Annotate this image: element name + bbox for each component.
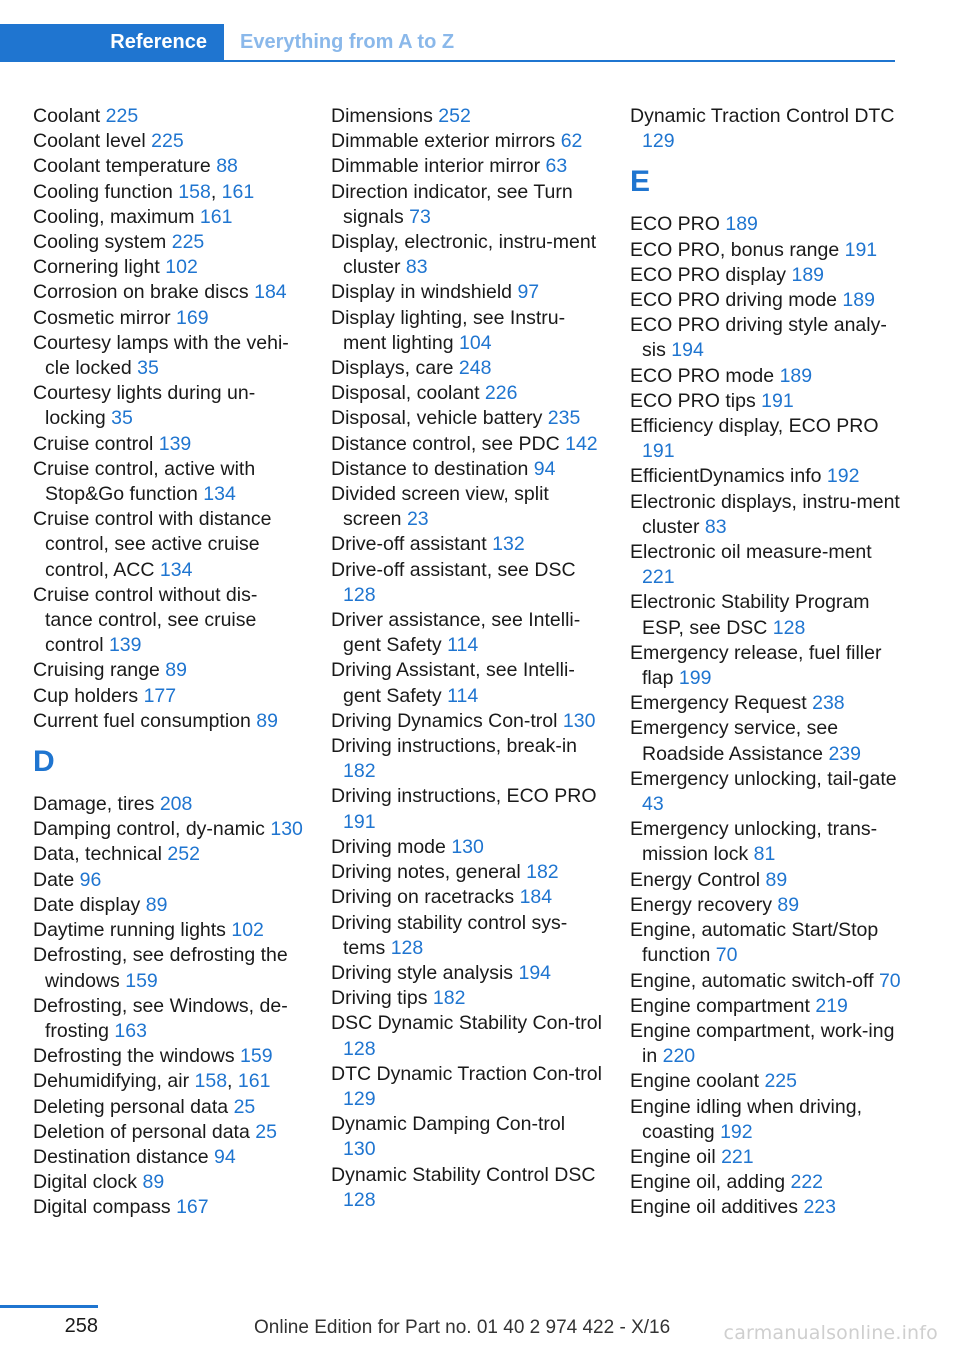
index-term: Driving Dynamics Con‐trol: [331, 709, 558, 732]
index-entry: [630, 691, 902, 716]
page-link[interactable]: 97: [517, 281, 540, 304]
index-term: Cup holders: [33, 684, 139, 707]
page-link[interactable]: 70: [878, 969, 901, 992]
index-term: Driving notes, general: [331, 861, 521, 884]
index-entry: [331, 381, 603, 406]
index-term: Engine oil additives: [630, 1196, 799, 1219]
index-entry: [33, 306, 305, 331]
page-link[interactable]: 208: [159, 793, 193, 816]
index-term: Coolant level: [33, 130, 146, 153]
index-term: Cooling function: [33, 180, 173, 203]
index-entry: [331, 608, 603, 658]
index-entry: [331, 860, 603, 885]
page-link[interactable]: 142: [565, 432, 598, 455]
index-entry: [630, 716, 902, 766]
index-term: Electronic oil measure‐ment: [630, 541, 872, 564]
index-term: Engine compartment: [630, 994, 810, 1017]
index-entry: [331, 154, 603, 179]
page-link[interactable]: 158: [178, 180, 211, 203]
page-link[interactable]: 35: [137, 357, 159, 380]
index-entry: [331, 784, 603, 834]
index-entry: [630, 104, 902, 154]
index-term: ECO PRO driving mode: [630, 289, 837, 312]
header-divider: [0, 60, 895, 62]
index-term: Driving stability control sys‐tems: [331, 911, 568, 959]
index-term: Engine compartment, work‐ing in: [630, 1019, 895, 1068]
index-entry: [33, 280, 305, 305]
index-term: ECO PRO mode: [630, 364, 775, 387]
index-entry: [630, 540, 902, 590]
index-entry: [630, 263, 902, 288]
page-link[interactable]: 226: [484, 382, 518, 405]
index-entry: [33, 1170, 305, 1195]
index-term: Energy Control: [630, 868, 761, 891]
index-entry: [630, 1069, 902, 1094]
index-entry: [33, 1095, 305, 1120]
page-link[interactable]: 130: [451, 835, 484, 858]
index-term: Data, technical: [33, 843, 162, 866]
page-link[interactable]: 114: [447, 684, 479, 707]
tab-reference[interactable]: Reference: [0, 24, 224, 61]
page-link[interactable]: 35: [111, 407, 133, 430]
index-entry: [331, 129, 603, 154]
page-link[interactable]: 199: [678, 667, 712, 690]
index-entry: [33, 583, 305, 659]
index-term: Dynamic Stability Control DSC: [331, 1163, 596, 1186]
index-entry: [33, 230, 305, 255]
index-term: Display, electronic, instru‐ment cluster: [331, 231, 597, 279]
page-link[interactable]: 130: [270, 818, 303, 841]
index-entry: [33, 709, 305, 734]
index-term: Direction indicator, see Turn signals: [331, 180, 573, 228]
page-link[interactable]: 102: [231, 919, 264, 942]
tab-everything-a-to-z[interactable]: Everything from A to Z: [240, 31, 455, 53]
index-entry: [630, 590, 902, 640]
page-link[interactable]: 128: [343, 583, 376, 606]
index-term: Displays, care: [331, 357, 454, 380]
page-link[interactable]: 94: [533, 457, 556, 480]
index-entry: [630, 313, 902, 363]
index-term: Disposal, vehicle battery: [331, 407, 543, 430]
index-term: Cornering light: [33, 256, 160, 279]
index-entry: [33, 1044, 305, 1069]
page-link[interactable]: 182: [432, 987, 466, 1010]
index-term: Damping control, dy‐namic: [33, 818, 265, 841]
index-entry: [331, 230, 603, 280]
index-entry: [630, 1195, 902, 1220]
index-term: Engine coolant: [630, 1070, 760, 1093]
index-entry: [630, 994, 902, 1019]
index-term: Cruising range: [33, 659, 160, 682]
index-term: EfficientDynamics info: [630, 465, 822, 488]
index-term: Electronic Stability Program ESP, see DSC: [630, 591, 870, 639]
index-entry: [33, 792, 305, 817]
index-term: Emergency service, see Roadside Assistance: [630, 717, 839, 765]
page-link[interactable]: 128: [390, 936, 424, 959]
index-term: DTC Dynamic Traction Con‐trol: [331, 1062, 602, 1085]
index-entry: [630, 288, 902, 313]
index-term: Corrosion on brake discs: [33, 281, 249, 304]
page-link[interactable]: 194: [671, 339, 704, 362]
index-term: Emergency Request: [630, 692, 807, 715]
index-entry: [331, 532, 603, 557]
index-entry: [331, 457, 603, 482]
index-term: Display in windshield: [331, 281, 513, 304]
index-term: ECO PRO tips: [630, 389, 756, 412]
page-link[interactable]: 219: [815, 994, 848, 1017]
index-column-2: [331, 104, 603, 1213]
index-entry: [331, 432, 603, 457]
page-link[interactable]: 192: [826, 465, 860, 488]
index-entry: [331, 406, 603, 431]
index-term: Dimensions: [331, 105, 433, 127]
index-entry: [331, 734, 603, 784]
index-entry: [33, 255, 305, 280]
index-term: Dimmable exterior mirrors: [331, 130, 556, 153]
index-term: Energy recovery: [630, 893, 772, 916]
index-term: Cosmetic mirror: [33, 306, 171, 329]
index-entry: [33, 104, 305, 129]
index-entry: [331, 180, 603, 230]
index-entry: Cooling function 158, 161: [33, 180, 255, 203]
page-link[interactable]: 23: [406, 508, 429, 531]
index-entry: [33, 205, 305, 230]
index-term: Driving style analysis: [331, 961, 514, 984]
page-link[interactable]: 189: [842, 289, 875, 312]
index-term: Daytime running lights: [33, 919, 226, 942]
section-letter: D: [33, 745, 55, 779]
index-term: Cruise control, active with Stop&Go function: [33, 457, 256, 506]
index-term: Engine oil, adding: [630, 1171, 786, 1194]
index-entry: [331, 1163, 603, 1213]
section-letter: E: [630, 165, 651, 199]
index-term: ECO PRO display: [630, 263, 787, 286]
index-term: Engine, automatic switch-off: [630, 969, 874, 992]
page-link[interactable]: 235: [547, 407, 581, 430]
page-link[interactable]: 94: [214, 1145, 236, 1168]
page-link[interactable]: 184: [519, 886, 553, 909]
page-link[interactable]: 167: [176, 1196, 209, 1219]
page-link[interactable]: 225: [151, 130, 184, 153]
index-entry: [33, 918, 305, 943]
page-link[interactable]: 83: [405, 256, 428, 279]
index-entry: [630, 490, 902, 540]
page-link[interactable]: 139: [158, 432, 192, 455]
index-entry: [331, 558, 603, 608]
index-entry: [630, 389, 902, 414]
index-entry: [630, 1145, 902, 1170]
index-term: Coolant temperature: [33, 155, 211, 178]
index-term: Date: [33, 868, 75, 891]
index-entry: [630, 918, 902, 968]
index-entry: [331, 356, 603, 381]
index-term: Destination distance: [33, 1145, 209, 1168]
index-entry: [33, 893, 305, 918]
index-term: ECO PRO, bonus range: [630, 238, 840, 261]
watermark: carmanualsonline.info: [723, 1322, 938, 1344]
page-link[interactable]: 221: [721, 1145, 754, 1168]
page-link[interactable]: 221: [642, 566, 675, 589]
page-link[interactable]: 191: [642, 440, 675, 463]
index-entry: [33, 817, 305, 842]
index-entry: [331, 986, 603, 1011]
index-entry: [630, 868, 902, 893]
page-link[interactable]: 132: [492, 533, 525, 556]
page-link[interactable]: 189: [779, 364, 813, 387]
index-entry: [331, 1062, 603, 1112]
page-link[interactable]: 189: [791, 263, 825, 286]
page-link[interactable]: 191: [343, 810, 376, 833]
page-link[interactable]: 159: [125, 969, 158, 992]
page-link[interactable]: 177: [143, 684, 177, 707]
index-term: Deleting personal data: [33, 1095, 229, 1118]
page-link[interactable]: 128: [343, 1188, 376, 1211]
index-term: Emergency unlocking, trans‐mission lock: [630, 818, 878, 866]
page-link[interactable]: 130: [562, 709, 596, 732]
index-term: Dynamic Traction Control DTC: [630, 105, 895, 127]
index-entry: [331, 709, 603, 734]
page-header: [0, 0, 960, 62]
page-link[interactable]: 81: [753, 843, 776, 866]
page-link[interactable]: 194: [518, 961, 552, 984]
page-link[interactable]: 70: [715, 944, 738, 967]
page-link[interactable]: 139: [108, 634, 142, 657]
index-entry: [331, 482, 603, 532]
page-link[interactable]: 73: [409, 205, 431, 228]
index-entry: [33, 684, 305, 709]
index-entry: [33, 1145, 305, 1170]
index-entry: [630, 817, 902, 867]
index-term: Driving mode: [331, 835, 446, 858]
page-link[interactable]: 225: [105, 105, 139, 127]
page-link[interactable]: 25: [233, 1095, 256, 1118]
index-term: Dehumidifying, air: [33, 1070, 190, 1093]
index-entry: [630, 212, 902, 237]
index-term: Cooling, maximum: [33, 205, 195, 228]
page-link[interactable]: 161: [199, 205, 233, 228]
index-entry: [33, 994, 305, 1044]
page-link[interactable]: 239: [828, 742, 861, 765]
page-link[interactable]: 220: [662, 1045, 696, 1068]
index-entry: [33, 457, 305, 507]
index-term: Digital clock: [33, 1171, 138, 1194]
index-entry: [33, 507, 305, 583]
index-term: Efficiency display, ECO PRO: [630, 415, 879, 438]
index-term: Driver assistance, see Intelli‐gent Safety: [331, 609, 581, 657]
index-column-3: [630, 104, 902, 1221]
page-link[interactable]: 89: [145, 893, 168, 916]
index-term: Driving instructions, ECO PRO: [331, 785, 597, 808]
page-link[interactable]: 225: [764, 1070, 797, 1093]
page-link[interactable]: 192: [720, 1120, 753, 1143]
index-entry: [630, 464, 902, 489]
index-term: Courtesy lights during un‐locking: [33, 382, 256, 430]
index-term: Deletion of personal data: [33, 1120, 250, 1143]
index-entry: [331, 961, 603, 986]
page-link[interactable]: 252: [167, 843, 200, 866]
index-term: Courtesy lamps with the vehi‐cle locked: [33, 331, 289, 380]
page-link[interactable]: 134: [159, 558, 193, 581]
index-term: Driving tips: [331, 987, 428, 1010]
footer-divider: [0, 1305, 98, 1308]
index-term: Distance to destination: [331, 457, 529, 480]
page-link[interactable]: 128: [343, 1037, 376, 1060]
index-term: Divided screen view, split screen: [331, 483, 549, 531]
page-link[interactable]: 130: [343, 1138, 376, 1161]
index-term: Engine oil: [630, 1145, 716, 1168]
index-entry: [331, 306, 603, 356]
page-link[interactable]: 104: [459, 331, 492, 354]
index-entry: [630, 1170, 902, 1195]
page-link[interactable]: 161: [237, 1070, 271, 1093]
page-number: 258: [64, 1315, 98, 1337]
index-entry: [33, 842, 305, 867]
index-term: Cruise control: [33, 432, 154, 455]
index-entry: [33, 129, 305, 154]
index-entry: [331, 885, 603, 910]
index-term: Damage, tires: [33, 793, 155, 816]
index-term: Coolant: [33, 105, 101, 127]
index-entry: [331, 658, 603, 708]
page-link[interactable]: 191: [844, 238, 878, 261]
page-link[interactable]: 252: [438, 105, 471, 127]
page-link[interactable]: 96: [79, 868, 102, 891]
page-link[interactable]: 89: [256, 709, 278, 732]
edition-note: Online Edition for Part no. 01 40 2 974 422 - X/16: [254, 1317, 671, 1338]
page-link[interactable]: 184: [254, 281, 287, 304]
index-term: ECO PRO: [630, 213, 720, 236]
index-term: Drive-off assistant: [331, 533, 487, 556]
page-link[interactable]: 63: [545, 155, 568, 178]
page-link[interactable]: 134: [203, 483, 236, 506]
index-entry: [33, 658, 305, 683]
index-term: Defrosting the windows: [33, 1045, 235, 1068]
index-term: Distance control, see PDC: [331, 432, 560, 455]
index-term: Driving Assistant, see Intelli‐gent Safety: [331, 659, 575, 707]
index-entry: [331, 1112, 603, 1162]
index-entry: [33, 943, 305, 993]
page-link[interactable]: 225: [171, 231, 205, 254]
index-term: Electronic displays, instru‐ment cluster: [630, 490, 900, 538]
index-term: Cooling system: [33, 231, 167, 254]
index-entry: [33, 154, 305, 179]
index-term: Digital compass: [33, 1196, 171, 1219]
page-link[interactable]: 83: [704, 515, 727, 538]
page-link[interactable]: 182: [526, 861, 559, 884]
page-link[interactable]: 102: [165, 256, 198, 279]
page-link[interactable]: 189: [725, 213, 758, 236]
index-entry: [331, 911, 603, 961]
index-term: Engine idling when driving, coasting: [630, 1095, 862, 1143]
index-entry: [331, 1011, 603, 1061]
index-term: Driving instructions, break-in: [331, 735, 578, 758]
index-term: Date display: [33, 893, 141, 916]
index-entry: [630, 238, 902, 263]
index-entry: [630, 414, 902, 464]
index-term: Driving on racetracks: [331, 886, 515, 909]
page-link[interactable]: 89: [765, 868, 788, 891]
index-entry: [630, 767, 902, 817]
page-link[interactable]: 129: [343, 1087, 376, 1110]
page-link[interactable]: 248: [458, 357, 492, 380]
index-entry: [630, 364, 902, 389]
index-term: Defrosting, see defrosting the windows: [33, 944, 288, 992]
index-entry: Dehumidifying, air 158, 161: [33, 1070, 271, 1093]
page-link[interactable]: 169: [176, 306, 209, 329]
index-term: Display lighting, see Instru‐ment lighting: [331, 306, 566, 354]
page-link[interactable]: 88: [216, 155, 238, 178]
page-link[interactable]: 238: [812, 692, 845, 715]
page-link[interactable]: 159: [240, 1045, 273, 1068]
index-term: DSC Dynamic Stability Con‐trol: [331, 1012, 602, 1035]
index-term: Dimmable interior mirror: [331, 155, 541, 178]
page-link[interactable]: 129: [642, 130, 675, 153]
index-term: Emergency unlocking, tail‐gate: [630, 767, 897, 790]
index-term: Dynamic Damping Con‐trol: [331, 1113, 566, 1136]
page-link[interactable]: 191: [761, 389, 794, 412]
index-term: Disposal, coolant: [331, 382, 480, 405]
index-term: Defrosting, see Windows, de‐frosting: [33, 994, 288, 1042]
index-entry: [33, 868, 305, 893]
page-link[interactable]: 163: [114, 1019, 147, 1042]
index-entry: [630, 1095, 902, 1145]
index-entry: [630, 969, 902, 994]
index-term: Current fuel consumption: [33, 709, 251, 732]
index-entry: [331, 104, 603, 129]
page-link[interactable]: 89: [142, 1171, 165, 1194]
page-link[interactable]: 43: [642, 793, 664, 816]
index-entry: [630, 641, 902, 691]
index-term: Drive-off assistant, see DSC: [331, 558, 576, 581]
page-link[interactable]: 128: [772, 616, 806, 639]
index-term: Engine, automatic Start/Stop function: [630, 919, 879, 967]
index-entry: [33, 331, 305, 381]
page-link[interactable]: 89: [777, 893, 800, 916]
index-entry: [33, 381, 305, 431]
page-link[interactable]: 161: [221, 180, 255, 203]
index-entry: [331, 835, 603, 860]
page-link[interactable]: 182: [343, 760, 376, 783]
page-link[interactable]: 89: [165, 659, 187, 682]
page-link[interactable]: 158: [194, 1070, 228, 1093]
index-entry: [33, 1195, 305, 1220]
index-entry: [33, 1120, 305, 1145]
index-entry: [33, 432, 305, 457]
index-entry: [331, 280, 603, 305]
index-term: Cruise control with distance control, see active cruise control, ACC: [33, 508, 272, 581]
page-link[interactable]: 222: [790, 1171, 824, 1194]
index-column-1: [33, 104, 305, 1221]
index-term: Emergency release, fuel filler flap: [630, 641, 882, 690]
index-term: ECO PRO driving style analy‐sis: [630, 314, 887, 362]
page-link[interactable]: 25: [255, 1120, 277, 1143]
index-entry: [630, 893, 902, 918]
page-link[interactable]: 223: [803, 1196, 836, 1219]
index-entry: [630, 1019, 902, 1069]
index-term: Cruise control without dis‐tance control, see cruise control: [33, 583, 258, 657]
page-link[interactable]: 114: [447, 634, 479, 657]
page-link[interactable]: 62: [560, 130, 583, 153]
